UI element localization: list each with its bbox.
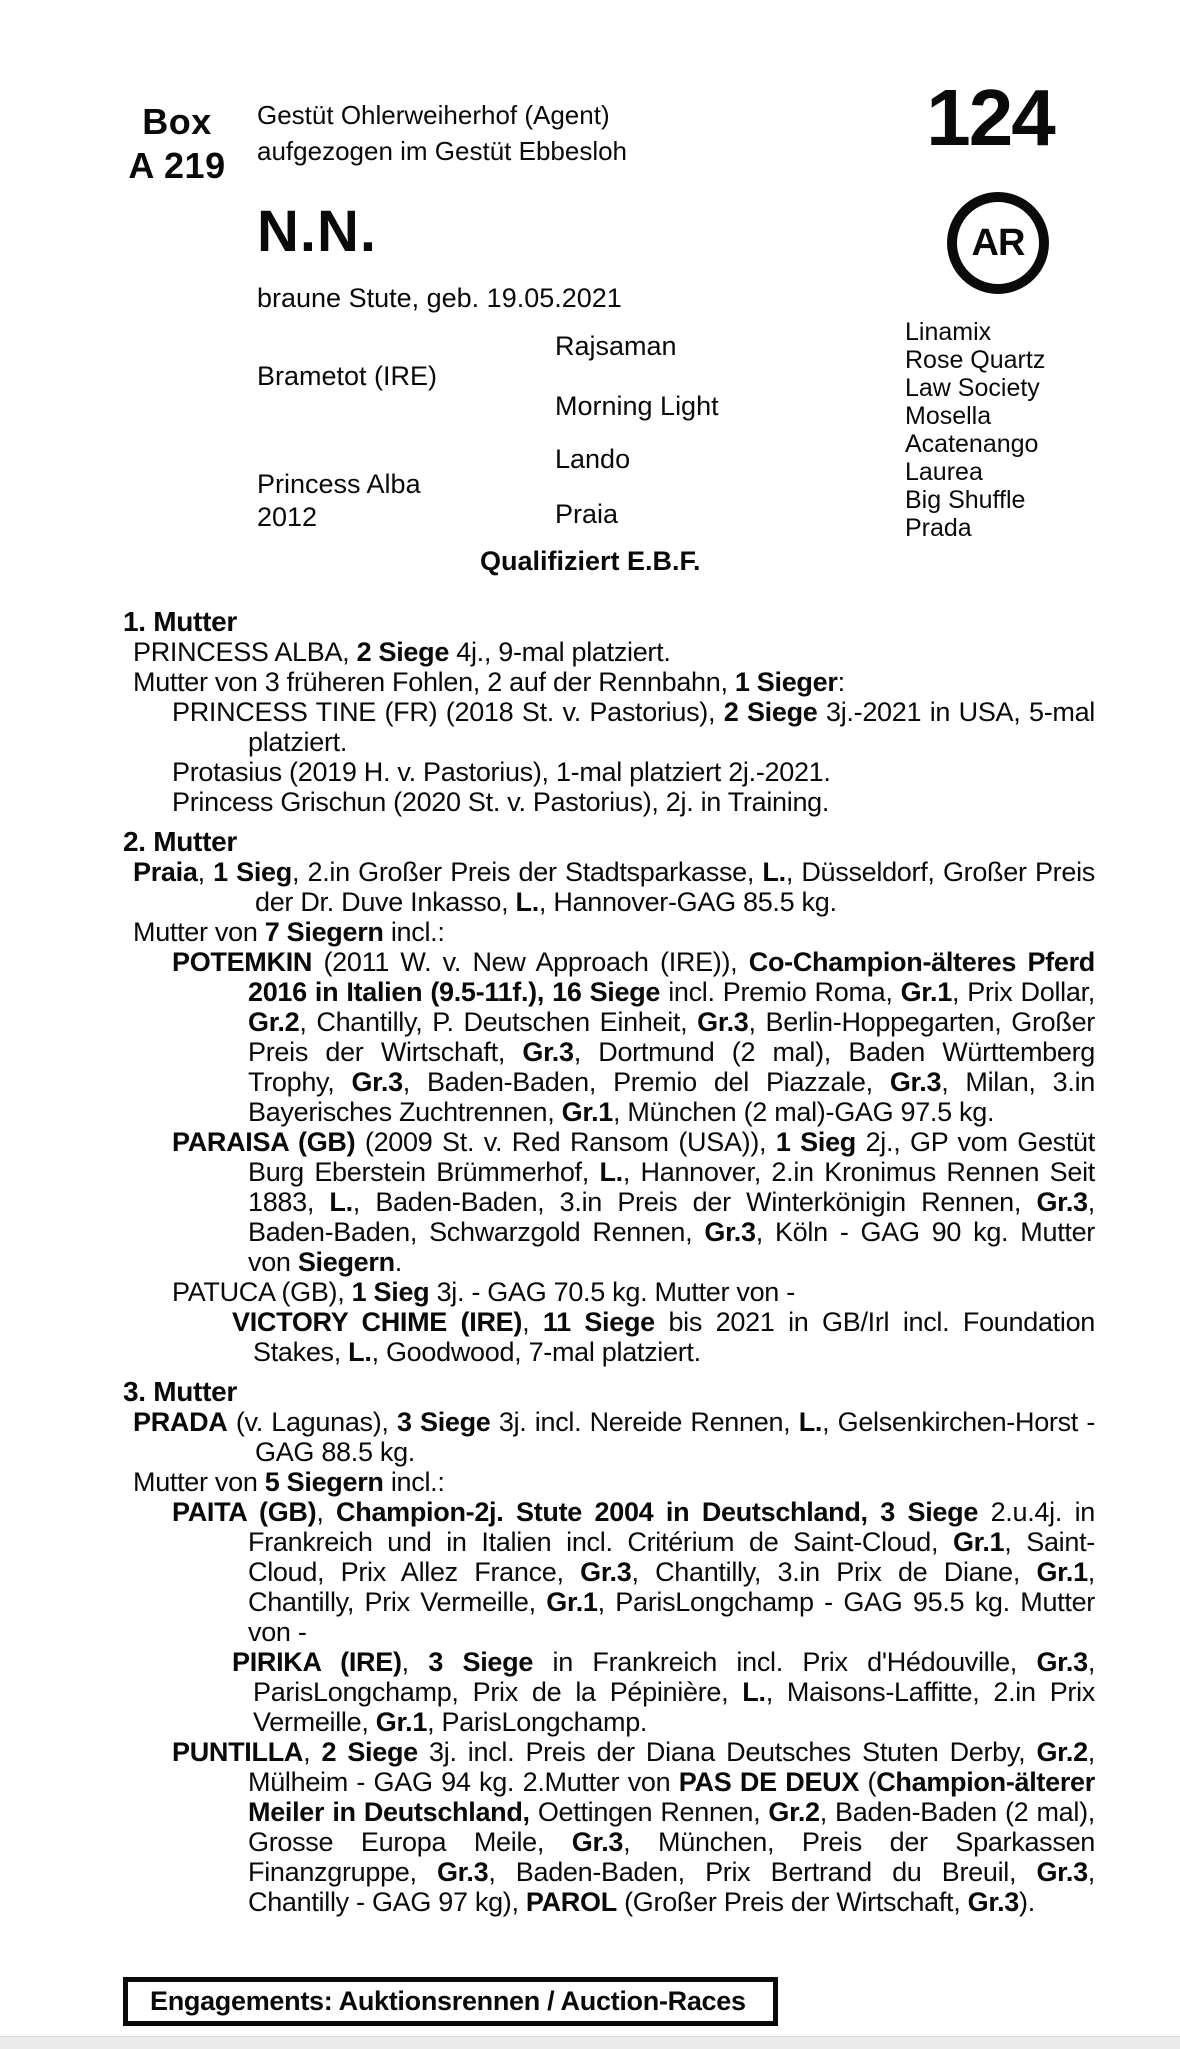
box-number: A 219 (128, 145, 226, 186)
consignor-name: Gestüt Ohlerweiherhof (Agent) (257, 100, 610, 130)
pedigree-dam-name: Princess Alba (257, 469, 421, 499)
pedigree-third-generation (905, 318, 1045, 542)
pedigree-ancestor-name: Laurea (905, 458, 983, 486)
pedigree-sire-dam: Morning Light (555, 391, 719, 421)
horse-description: braune Stute, geb. 19.05.2021 (257, 283, 622, 313)
pedigree-ancestor-name: Prada (905, 514, 972, 542)
pedigree-ancestor-name: Linamix (905, 318, 992, 346)
pedigree-ancestor-name: Law Society (905, 374, 1040, 402)
pedigree-paragraph: PRINCESS TINE (FR) (2018 St. v. Pastorius), 2 Siege 3j.-2021 in USA, 5-mal platziert. (172, 697, 1095, 757)
pedigree-paragraph: Protasius (2019 H. v. Pastorius), 1-mal platziert 2j.-2021. (172, 757, 831, 787)
pedigree-paragraph: PAITA (GB), Champion-2j. Stute 2004 in Deutschland, 3 Siege 2.u.4j. in Frankreich und in Italien incl. Critérium de Saint-Cloud, Gr.1, Saint-Cloud, Prix Allez France, Gr.3, Chantilly, 3.in Prix de Diane, Gr.1, Chantilly, Prix Vermeille, Gr.1, ParisLongchamp - GAG 95.5 kg. Mutter von - (172, 1497, 1095, 1647)
raised-at: aufgezogen im Gestüt Ebbesloh (257, 136, 628, 166)
pedigree-paragraph: Mutter von 7 Siegern incl.: (133, 917, 445, 947)
brand-mark-letters: AR (971, 221, 1025, 264)
mutter-heading: 2. Mutter (123, 826, 237, 857)
pedigree-paragraph: Mutter von 3 früheren Fohlen, 2 auf der Rennbahn, 1 Sieger: (133, 667, 845, 697)
engagements-label: Engagements: Auktionsrennen / Auction-Races (150, 1986, 746, 2016)
family-details (105, 597, 1095, 1917)
pedigree-ancestor-name: Acatenango (905, 430, 1039, 458)
ebf-qualification: Qualifiziert E.B.F. (480, 546, 701, 576)
pedigree-paragraph: VICTORY CHIME (IRE), 11 Siege bis 2021 in GB/Irl incl. Foundation Stakes, L., Goodwood, 7-mal platziert. (232, 1307, 1096, 1367)
pedigree-sire-sire: Rajsaman (555, 331, 677, 361)
pedigree-ancestor-name: Rose Quartz (905, 346, 1046, 374)
lot-number: 124 (926, 73, 1054, 162)
pedigree-paragraph: Mutter von 5 Siegern incl.: (133, 1467, 445, 1497)
pedigree-paragraph: PATUCA (GB), 1 Sieg 3j. - GAG 70.5 kg. Mutter von - (172, 1277, 795, 1307)
pedigree-sire-name: Brametot (IRE) (257, 361, 438, 391)
mutter-heading: 1. Mutter (123, 606, 237, 637)
pedigree-dam-year: 2012 (257, 502, 318, 532)
pedigree-paragraph: Princess Grischun (2020 St. v. Pastorius), 2j. in Training. (172, 787, 830, 817)
mutter-heading: 3. Mutter (123, 1376, 237, 1407)
page-title: N.N. (257, 199, 377, 264)
pedigree-paragraph: PRADA (v. Lagunas), 3 Siege 3j. incl. Nereide Rennen, L., Gelsenkirchen-Horst - GAG 88.5 kg. (133, 1407, 1096, 1467)
pedigree-dam-sire: Lando (555, 444, 631, 474)
page-bottom-edge (0, 2036, 1180, 2049)
pedigree-paragraph: PUNTILLA, 2 Siege 3j. incl. Preis der Diana Deutsches Stuten Derby, Gr.2, Mülheim - GAG 94 kg. 2.Mutter von PAS DE DEUX (Champion-älterer Meiler in Deutschland, Oettingen Rennen, Gr.2, Baden-Baden (2 mal), Grosse Europa Meile, Gr.3, München, Preis der Sparkassen Finanzgruppe, Gr.3, Baden-Baden, Prix Bertrand du Breuil, Gr.3, Chantilly - GAG 97 kg), PAROL (Großer Preis der Wirtschaft, Gr.3). (172, 1737, 1095, 1917)
pedigree-paragraph: PIRIKA (IRE), 3 Siege in Frankreich incl. Prix d'Hédouville, Gr.3, ParisLongchamp, Prix de la Pépinière, L., Maisons-Laffitte, 2.in Prix Vermeille, Gr.1, ParisLongchamp. (232, 1647, 1096, 1737)
pedigree-paragraph: PARAISA (GB) (2009 St. v. Red Ransom (USA)), 1 Sieg 2j., GP vom Gestüt Burg Eberstein Brümmerhof, L., Hannover, 2.in Kronimus Rennen Seit 1883, L., Baden-Baden, 3.in Preis der Winterkönigin Rennen, Gr.3, Baden-Baden, Schwarzgold Rennen, Gr.3, Köln - GAG 90 kg. Mutter von Siegern. (172, 1127, 1096, 1277)
brand-mark-circle (947, 192, 1049, 294)
pedigree-paragraph: PRINCESS ALBA, 2 Siege 4j., 9-mal platziert. (133, 637, 671, 667)
pedigree-ancestor-name: Big Shuffle (905, 486, 1026, 514)
pedigree-dam-block (257, 468, 421, 534)
pedigree-paragraph: POTEMKIN (2011 W. v. New Approach (IRE)), Co-Champion-älteres Pferd 2016 in Italien (9.5-11f.), 16 Siege incl. Premio Roma, Gr.1, Prix Dollar, Gr.2, Chantilly, P. Deutschen Einheit, Gr.3, Berlin-Hoppegarten, Großer Preis der Wirtschaft, Gr.3, Dortmund (2 mal), Baden Württemberg Trophy, Gr.3, Baden-Baden, Premio del Piazzale, Gr.3, Milan, 3.in Bayerisches Zuchtrennen, Gr.1, München (2 mal)-GAG 97.5 kg. (172, 947, 1095, 1127)
pedigree-ancestor-name: Mosella (905, 402, 992, 430)
consignor-info (257, 97, 627, 169)
pedigree-paragraph: Praia, 1 Sieg, 2.in Großer Preis der Stadtsparkasse, L., Düsseldorf, Großer Preis der Dr. Duve Inkasso, L., Hannover-GAG 85.5 kg. (133, 857, 1095, 917)
box-stall-info (112, 100, 242, 188)
box-label: Box (142, 101, 212, 142)
engagements-box (123, 1977, 778, 2026)
pedigree-dam-dam: Praia (555, 499, 619, 529)
